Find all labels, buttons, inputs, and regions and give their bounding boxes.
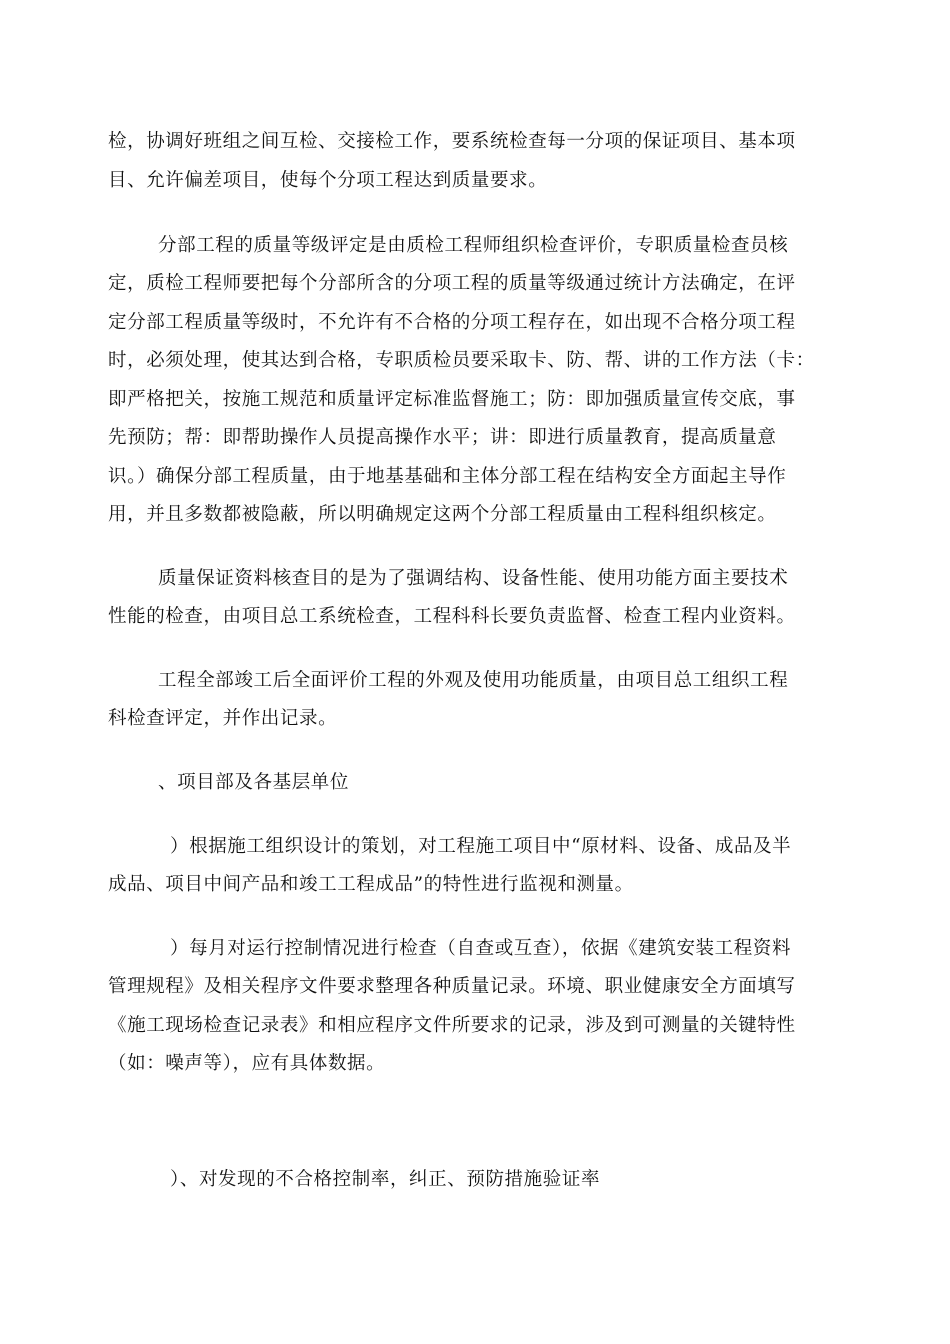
paragraph-2-line-1: 分部工程的质量等级评定是由质检工程师组织检查评价，专职质量检查员核 — [158, 235, 789, 256]
paragraph-4-line-1: 工程全部竣工后全面评价工程的外观及使用功能质量，由项目总工组织工程 — [158, 670, 789, 691]
paragraph-3-line-1: 质量保证资料核查目的是为了强调结构、设备性能、使用功能方面主要技术 — [158, 568, 789, 589]
paragraph-2-line-3: 定分部工程质量等级时，不允许有不合格的分项工程存在，如出现不合格分项工程 — [108, 312, 796, 333]
paragraph-2-line-5: 即严格把关，按施工规范和质量评定标准监督施工；防：即加强质量宣传交底，事 — [108, 389, 796, 410]
paragraph-7-line-1: ）、对发现的不合格控制率，纠正、预防措施验证率 — [170, 1169, 601, 1190]
paragraph-6-line-1: ）每月对运行控制情况进行检查（自查或互查），依据《建筑安装工程资料 — [170, 938, 792, 959]
paragraph-4-line-2: 科检查评定，并作出记录。 — [108, 708, 338, 729]
paragraph-2-line-2: 定，质检工程师要把每个分部所含的分项工程的质量等级通过统计方法确定，在评 — [108, 273, 796, 294]
section-heading: 、项目部及各基层单位 — [158, 772, 350, 793]
paragraph-1-line-2: 目、允许偏差项目，使每个分项工程达到质量要求。 — [108, 170, 548, 191]
paragraph-3-line-2: 性能的检查，由项目总工系统检查，工程科科长要负责监督、检查工程内业资料。 — [108, 606, 796, 627]
paragraph-6-line-4: （如：噪声等），应有具体数据。 — [108, 1053, 386, 1074]
paragraph-2-line-4: 时，必须处理，使其达到合格，专职质检员要采取卡、防、帮、讲的工作方法（卡： — [108, 350, 815, 371]
paragraph-2-line-6: 先预防；帮：即帮助操作人员提高操作水平；讲：即进行质量教育，提高质量意 — [108, 427, 777, 448]
paragraph-5-line-1: ）根据施工组织设计的策划，对工程施工项目中“原材料、设备、成品及半 — [170, 836, 792, 857]
paragraph-6-line-3: 《施工现场检查记录表》和相应程序文件所要求的记录，涉及到可测量的关键特性 — [108, 1015, 796, 1036]
paragraph-5-line-2: 成品、项目中间产品和竣工工程成品”的特性进行监视和测量。 — [108, 874, 634, 895]
paragraph-6-line-2: 管理规程》及相关程序文件要求整理各种质量记录。环境、职业健康安全方面填写 — [108, 976, 796, 997]
paragraph-1-line-1: 检，协调好班组之间互检、交接检工作，要系统检查每一分项的保证项目、基本项 — [108, 131, 796, 152]
paragraph-2-line-7: 识。）确保分部工程质量，由于地基基础和主体分部工程在结构安全方面起主导作 — [108, 466, 787, 487]
paragraph-2-line-8: 用，并且多数都被隐蔽，所以明确规定这两个分部工程质量由工程科组织核定。 — [108, 504, 777, 525]
